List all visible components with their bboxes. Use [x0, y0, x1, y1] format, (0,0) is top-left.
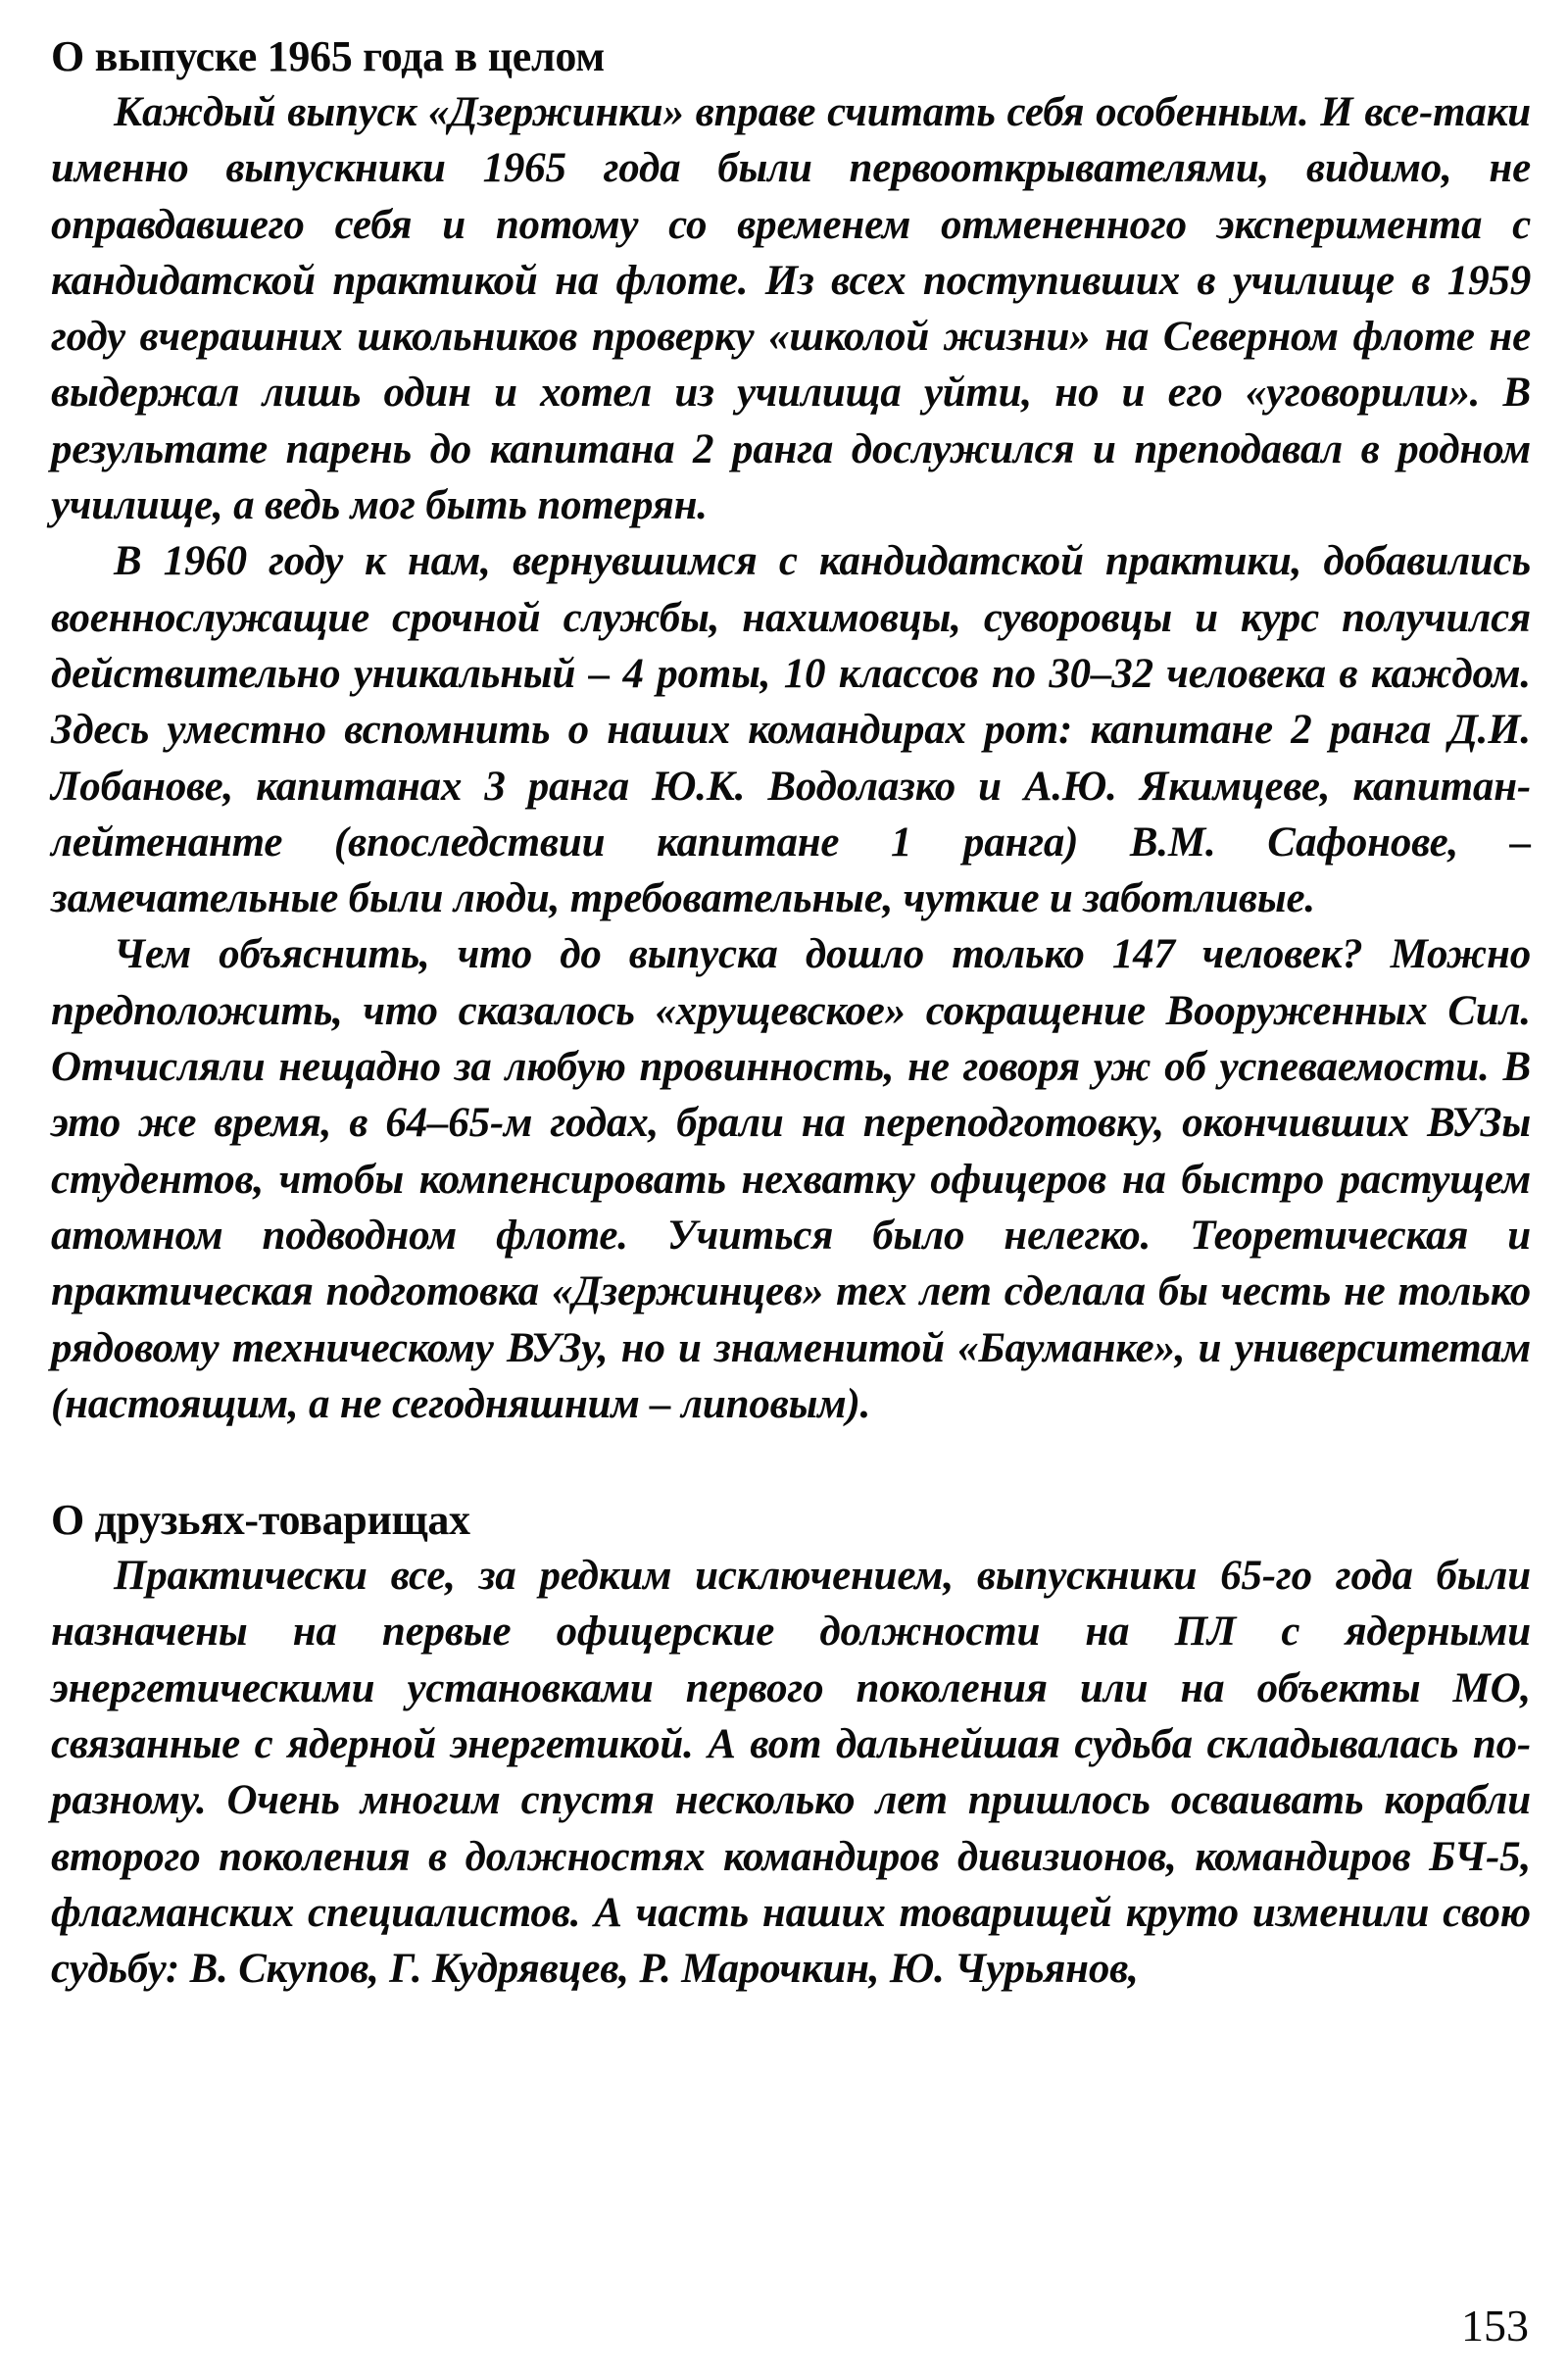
- paragraph: Практически все, за редким исключением, выпускники 65-го года были назначены на первые офицерские должности на ПЛ с ядерными энергетическими установками первого поколения или на объекты МО, связанные с ядерной энергетикой. А вот дальнейшая судьба складывалась по-разному. Очень многим спустя несколько лет пришлось осваивать корабли второго поколения в должностях командиров дивизионов, командиров БЧ-5, флагманских специалистов. А часть наших товарищей круто изменили свою судьбу: В. Скупов, Г. Кудрявцев, Р. Марочкин, Ю. Чурьянов,: [51, 1553, 1531, 1993]
- document-page: [51, 29, 1531, 1998]
- section-heading-friends: О друзьях-товарищах: [51, 1496, 470, 1545]
- page-number: 153: [1461, 2301, 1529, 2351]
- section-heading-graduation-1965: О выпуске 1965 года в целом: [51, 32, 605, 80]
- paragraph: В 1960 году к нам, вернувшимся с кандидатской практики, добавились военнослужащие срочной службы, нахимовцы, суворовцы и курс получился действительно уникальный – 4 роты, 10 классов по 30–32 человека в каждом. Здесь уместно вспомнить о наших командирах рот: капитане 2 ранга Д.И. Лобанове, капитанах 3 ранга Ю.К. Водолазко и А.Ю. Якимцеве, капитан-лейтенанте (впоследствии капитане 1 ранга) В.М. Сафонове, – замечательные были люди, требовательные, чуткие и заботливые.: [51, 538, 1531, 922]
- section-divider-space: [51, 1432, 1531, 1493]
- paragraph: Каждый выпуск «Дзержинки» вправе считать себя особенным. И все-таки именно выпускники 1965 года были первооткрывателями, видимо, не оправдавшего себя и потому со временем отмененного эксперимента с кандидатской практикой на флоте. Из всех поступивших в училище в 1959 году вчерашних школьников проверку «школой жизни» на Северном флоте не выдержал лишь один и хотел из училища уйти, но и его «уговорили». В результате парень до капитана 2 ранга дослужился и преподавал в родном училище, а ведь мог быть потерян.: [51, 89, 1531, 529]
- paragraph: Чем объяснить, что до выпуска дошло только 147 человек? Можно предположить, что сказалось «хрущевское» сокращение Вооруженных Сил. Отчисляли нещадно за любую провинность, не говоря уж об успеваемости. В это же время, в 64–65-м годах, брали на переподготовку, окончивших ВУЗы студентов, чтобы компенсировать нехватку офицеров на быстро растущем атомном подводном флоте. Учиться было нелегко. Теоретическая и практическая подготовка «Дзержинцев» тех лет сделала бы честь не только рядовому техническому ВУЗу, но и знаменитой «Бауманке», и университетам (настоящим, а не сегодняшним – липовым).: [51, 931, 1531, 1427]
